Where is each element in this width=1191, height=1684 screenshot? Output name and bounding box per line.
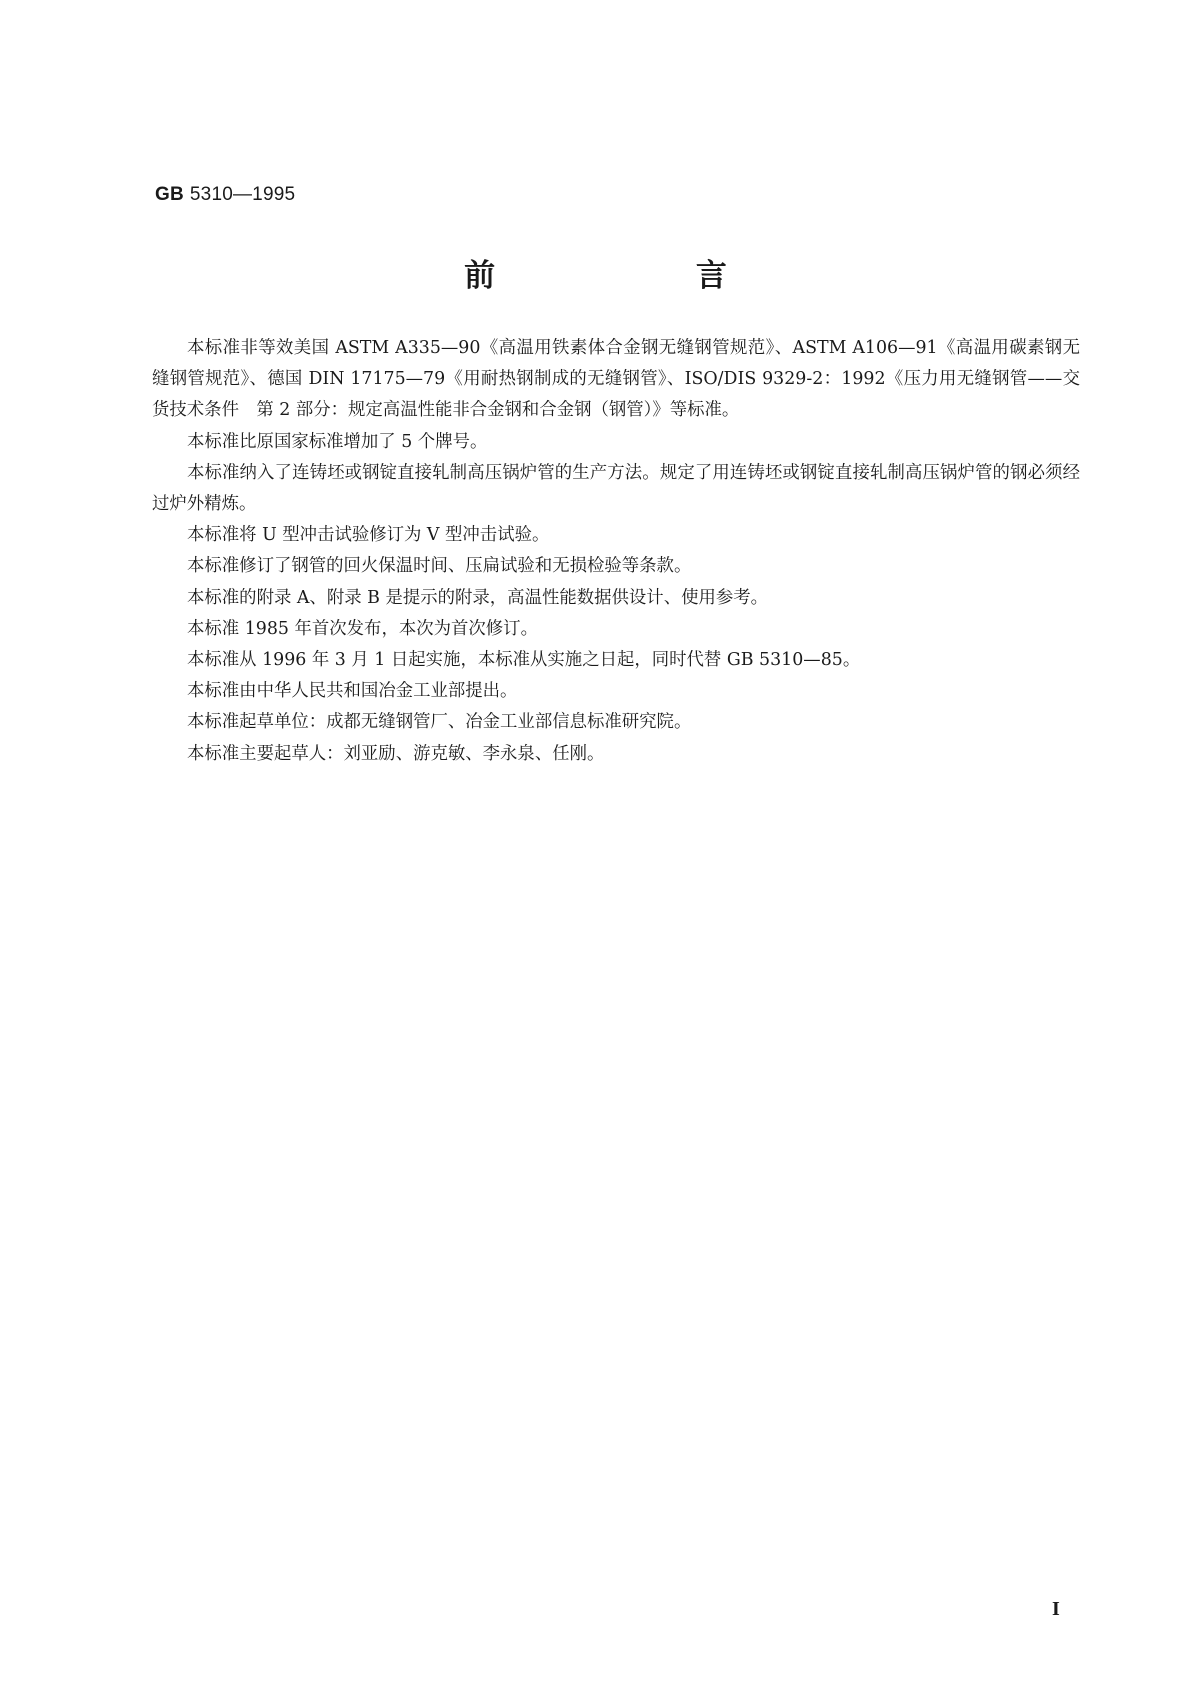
paragraph-drafters: 本标准主要起草人：刘亚励、游克敏、李永泉、任刚。 xyxy=(187,743,605,764)
paragraph-revised-clauses: 本标准修订了钢管的回火保温时间、压扁试验和无损检验等条款。 xyxy=(187,556,692,577)
paragraph-production-method: 本标准纳入了连铸坯或钢锭直接轧制高压锅炉管的生产方法。规定了用连铸坯或钢锭直接轧制高压锅炉管的钢必须经过炉外精炼。 xyxy=(152,462,1080,515)
paragraph-drafting-units: 本标准起草单位：成都无缝钢管厂、冶金工业部信息标准研究院。 xyxy=(187,712,692,733)
paragraph-appendices: 本标准的附录 A、附录 B 是提示的附录，高温性能数据供设计、使用参考。 xyxy=(187,587,769,608)
paragraph-impact-test: 本标准将 U 型冲击试验修订为 V 型冲击试验。 xyxy=(187,525,550,546)
paragraph-first-release: 本标准 1985 年首次发布，本次为首次修订。 xyxy=(187,618,538,639)
document-code xyxy=(155,184,295,206)
paragraph-grades-added: 本标准比原国家标准增加了 5 个牌号。 xyxy=(187,431,488,452)
document-code-number: 5310—1995 xyxy=(189,184,296,205)
paragraph-equivalence: 本标准非等效美国 ASTM A335—90《高温用铁素体合金钢无缝钢管规范》、ASTM A106—91《高温用碳素钢无缝钢管规范》、德国 DIN 17175—79《用耐热钢制成的无缝钢管》、ISO/DIS 9329-2：1992《压力用无缝钢管——交货技术条件 第 2 部分：规定高温性能非合金钢和合金钢（钢管）》等标准。 xyxy=(152,338,1080,421)
document-code-prefix: GB xyxy=(155,184,184,205)
page-number: I xyxy=(1052,1598,1060,1620)
document-body xyxy=(152,333,1080,770)
paragraph-proposer: 本标准由中华人民共和国冶金工业部提出。 xyxy=(187,681,518,702)
page-title: 前 言 xyxy=(464,258,822,294)
paragraph-effective-date: 本标准从 1996 年 3 月 1 日起实施，本标准从实施之日起，同时代替 GB 5310—85。 xyxy=(187,650,861,671)
